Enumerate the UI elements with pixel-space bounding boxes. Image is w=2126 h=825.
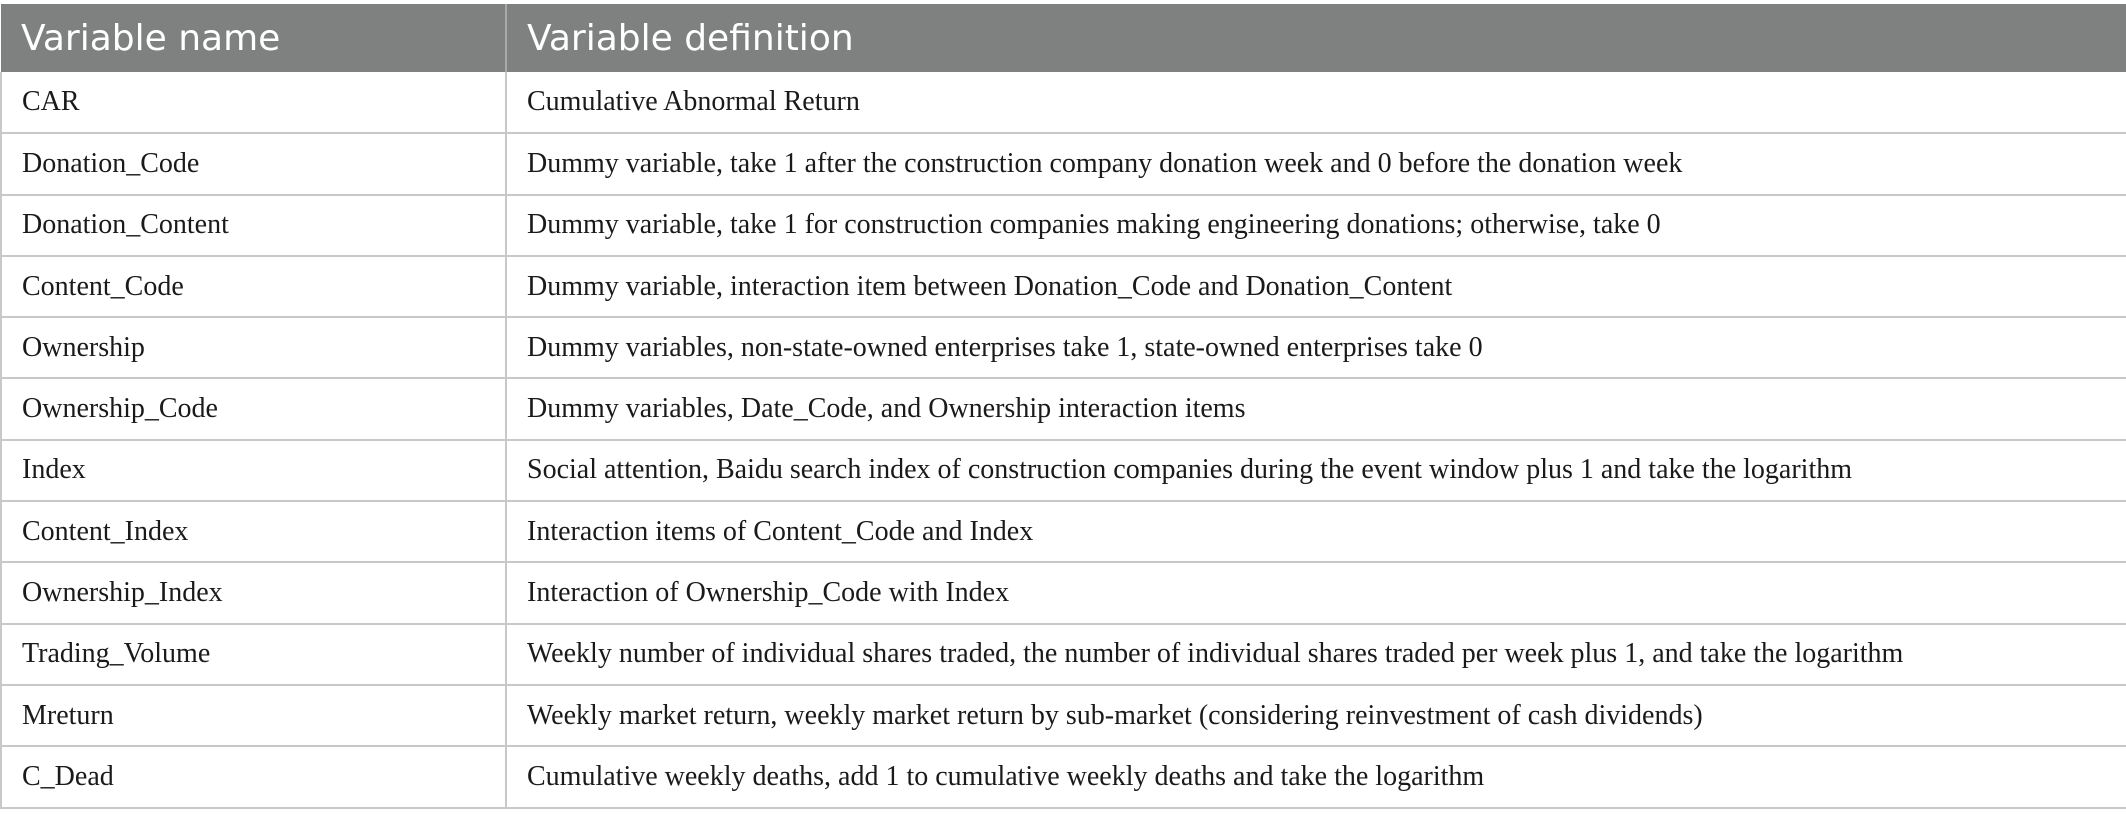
cell-variable-name: Content_Code	[1, 256, 506, 317]
cell-variable-definition: Dummy variable, interaction item between Donation_Code and Donation_Content	[506, 256, 2126, 317]
table-row	[1, 195, 2126, 256]
cell-variable-name: CAR	[1, 72, 506, 133]
table-body	[1, 72, 2126, 808]
cell-variable-definition: Weekly market return, weekly market return by sub-market (considering reinvestment of cash dividends)	[506, 685, 2126, 746]
table-row	[1, 256, 2126, 317]
table-row	[1, 133, 2126, 194]
cell-variable-definition: Cumulative Abnormal Return	[506, 72, 2126, 133]
table-row	[1, 501, 2126, 562]
table-row	[1, 562, 2126, 623]
cell-variable-name: Ownership_Index	[1, 562, 506, 623]
cell-variable-name: Index	[1, 440, 506, 501]
table-row	[1, 624, 2126, 685]
cell-variable-name: Donation_Code	[1, 133, 506, 194]
cell-variable-definition: Cumulative weekly deaths, add 1 to cumulative weekly deaths and take the logarithm	[506, 746, 2126, 807]
cell-variable-name: Ownership	[1, 317, 506, 378]
table-row	[1, 685, 2126, 746]
cell-variable-definition: Social attention, Baidu search index of construction companies during the event window plus 1 and take the logarithm	[506, 440, 2126, 501]
cell-variable-definition: Dummy variable, take 1 for construction companies making engineering donations; otherwise, take 0	[506, 195, 2126, 256]
header-variable-name: Variable name	[1, 4, 506, 72]
cell-variable-definition: Interaction of Ownership_Code with Index	[506, 562, 2126, 623]
table-row	[1, 378, 2126, 439]
cell-variable-name: C_Dead	[1, 746, 506, 807]
cell-variable-definition: Dummy variables, Date_Code, and Ownership interaction items	[506, 378, 2126, 439]
table-row	[1, 440, 2126, 501]
table-row	[1, 317, 2126, 378]
cell-variable-name: Donation_Content	[1, 195, 506, 256]
cell-variable-name: Mreturn	[1, 685, 506, 746]
table-header	[1, 4, 2126, 72]
cell-variable-definition: Weekly number of individual shares traded, the number of individual shares traded per week plus 1, and take the logarithm	[506, 624, 2126, 685]
variable-definition-table	[0, 4, 2126, 809]
cell-variable-name: Ownership_Code	[1, 378, 506, 439]
cell-variable-definition: Dummy variable, take 1 after the construction company donation week and 0 before the donation week	[506, 133, 2126, 194]
table-row	[1, 72, 2126, 133]
cell-variable-name: Trading_Volume	[1, 624, 506, 685]
cell-variable-definition: Dummy variables, non-state-owned enterprises take 1, state-owned enterprises take 0	[506, 317, 2126, 378]
header-variable-definition: Variable definition	[506, 4, 2126, 72]
variable-table-container	[0, 4, 2126, 809]
cell-variable-name: Content_Index	[1, 501, 506, 562]
cell-variable-definition: Interaction items of Content_Code and Index	[506, 501, 2126, 562]
header-row	[1, 4, 2126, 72]
table-row	[1, 746, 2126, 807]
